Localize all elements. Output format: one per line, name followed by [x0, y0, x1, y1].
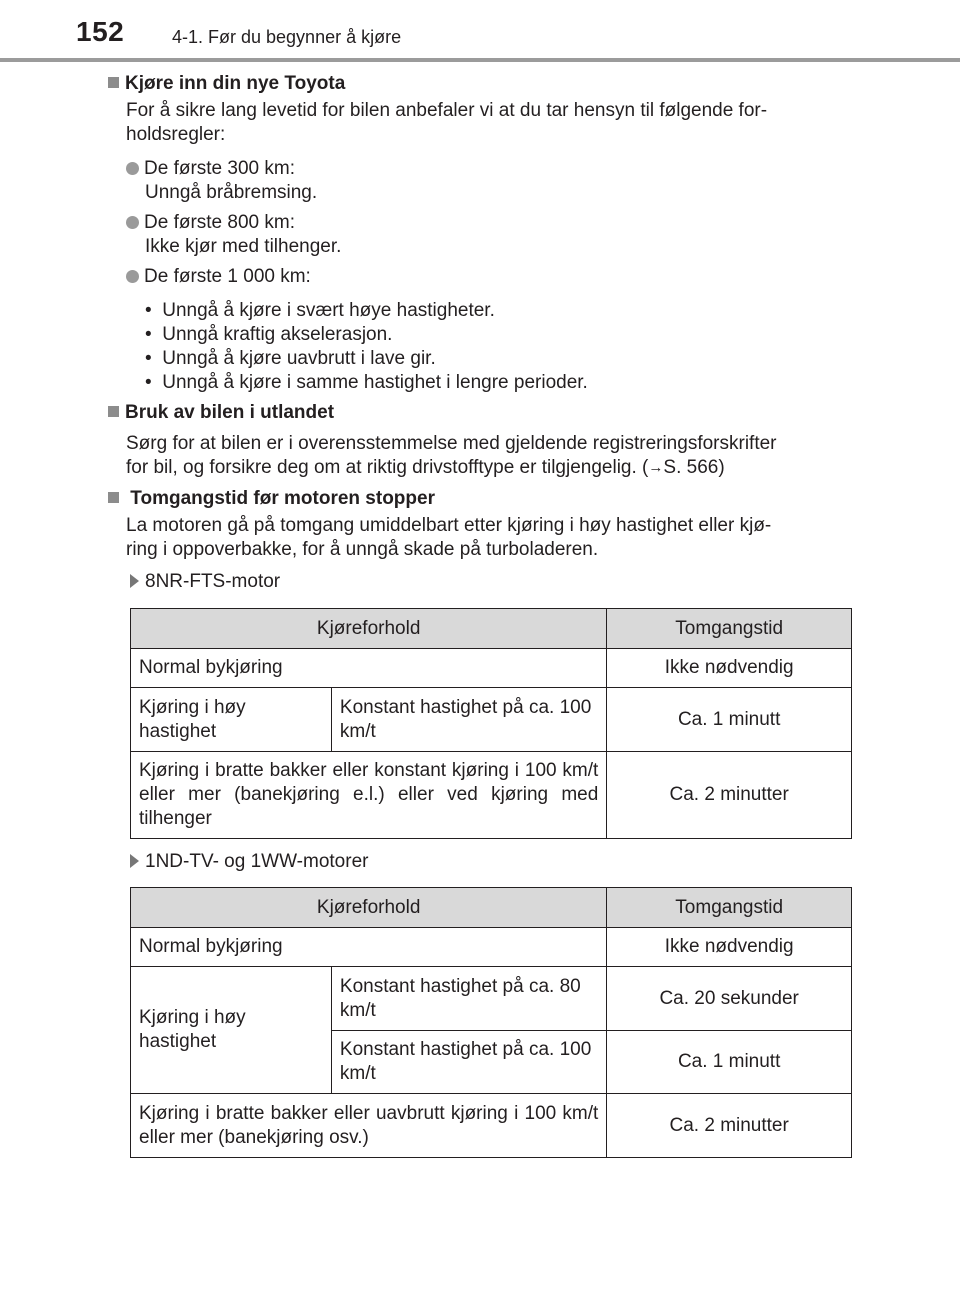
table-label: 1ND-TV- og 1WW-motorer: [130, 850, 368, 874]
paragraph: For å sikre lang levetid for bilen anbefaler vi at du tar hensyn til følgende for- holdsregler:: [126, 100, 768, 145]
list-item: De første 300 km: Unngå bråbremsing.: [126, 157, 317, 205]
circle-bullet-icon: [126, 216, 139, 229]
triangle-bullet-icon: [130, 574, 139, 588]
table-header: Tomgangstid: [607, 609, 852, 649]
table-label: 8NR-FTS-motor: [130, 570, 280, 594]
page-header: [0, 0, 960, 64]
list-item: De første 800 km: Ikke kjør med tilhenger.: [126, 211, 341, 259]
table-header: Tomgangstid: [607, 888, 852, 928]
arrow-right-icon: →: [648, 459, 664, 476]
square-bullet-icon: [108, 406, 119, 417]
circle-bullet-icon: [126, 162, 139, 175]
section-heading: Kjøre inn din nye Toyota: [108, 72, 345, 96]
paragraph: La motoren gå på tomgang umiddelbart etter kjøring i høy hastighet eller kjø- ring i oppoverbakke, for å unngå skade på turboladeren.: [126, 515, 772, 560]
idle-time-table: [130, 887, 852, 1158]
sub-list-item: • Unngå å kjøre uavbrutt i lave gir.: [145, 348, 436, 369]
square-bullet-icon: [108, 77, 119, 88]
idle-time-table: [130, 608, 852, 839]
triangle-bullet-icon: [130, 854, 139, 868]
paragraph: Sørg for at bilen er i overensstemmelse med gjeldende registreringsforskrifter for bil, og forsikre deg om at riktig drivstofftype er tilgjengelig. (→S. 566): [126, 433, 777, 478]
sub-list-item: • Unngå kraftig akselerasjon.: [145, 324, 393, 345]
table-row: Kjøring i bratte bakker eller konstant kjøring i 100 km/t eller mer (banekjøring e.l.) eller ved kjøring med tilhenger Ca. 2 minutter: [131, 752, 852, 839]
section-heading: Tomgangstid før motoren stopper: [108, 487, 435, 511]
table-header: Kjøreforhold: [131, 888, 607, 928]
page-number: 152: [76, 16, 125, 47]
square-bullet-icon: [108, 492, 119, 503]
table-row: Normal bykjøring Ikke nødvendig: [131, 928, 852, 967]
sub-list-item: • Unngå å kjøre i svært høye hastigheter.: [145, 300, 495, 321]
table-row: Konstant hastighet på ca. 100 km/t Ca. 1 minutt: [131, 1031, 852, 1094]
table-row: Kjøring i høy hastighet Konstant hastighet på ca. 100 km/t Ca. 1 minutt: [131, 688, 852, 752]
table-header: Kjøreforhold: [131, 609, 607, 649]
page-reference-link[interactable]: S. 566): [663, 457, 725, 478]
sub-list: [145, 299, 588, 395]
circle-bullet-icon: [126, 270, 139, 283]
list-item: De første 1 000 km:: [126, 265, 311, 289]
sub-list-item: • Unngå å kjøre i samme hastighet i lengre perioder.: [145, 372, 588, 393]
section-heading: Bruk av bilen i utlandet: [108, 401, 334, 425]
table-row: Kjøring i bratte bakker eller uavbrutt kjøring i 100 km/t eller mer (banekjøring osv.) Ca. 2 minutter: [131, 1094, 852, 1158]
table-row: Normal bykjøring Ikke nødvendig: [131, 649, 852, 688]
table-row: Kjøring i høy hastighet Konstant hastighet på ca. 80 km/t Ca. 20 sekunder: [131, 967, 852, 1031]
section-title: 4-1. Før du begynner å kjøre: [172, 27, 402, 47]
header-divider: [0, 58, 960, 62]
